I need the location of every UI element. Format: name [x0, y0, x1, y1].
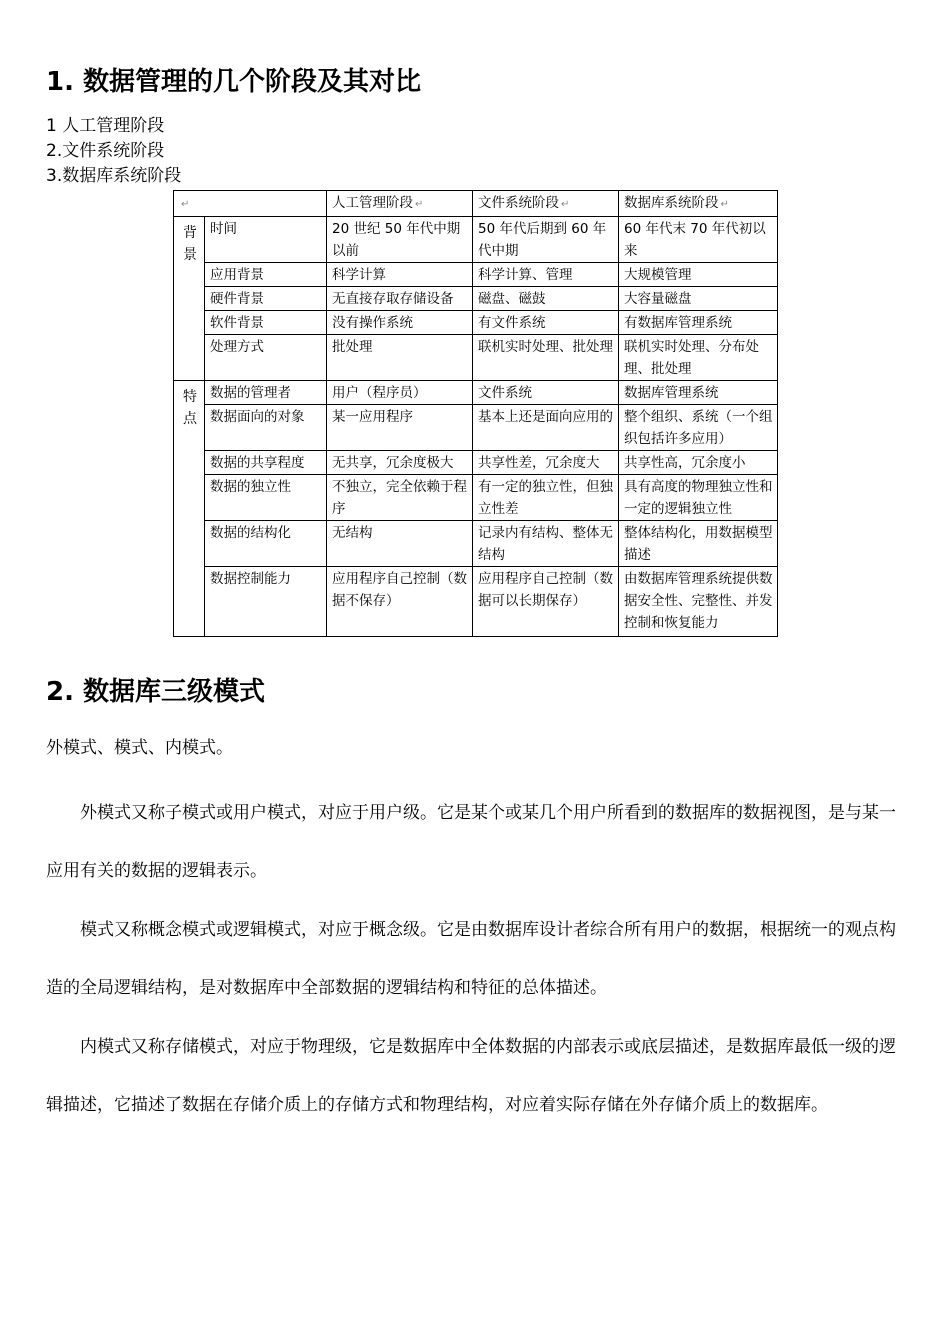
table-cell: 科学计算	[327, 263, 473, 287]
table-cell: 有一定的独立性，但独立性差	[473, 475, 619, 521]
table-row	[174, 217, 778, 263]
row-label: 数据的管理者	[205, 381, 327, 405]
table-cell: 共享性差，冗余度大	[473, 451, 619, 475]
table-cell: 联机实时处理、批处理	[473, 335, 619, 381]
row-label: 数据的共享程度	[205, 451, 327, 475]
table-cell: 共享性高，冗余度小	[619, 451, 778, 475]
table-row	[174, 451, 778, 475]
table-cell: 基本上还是面向应用的	[473, 405, 619, 451]
table-row	[174, 475, 778, 521]
stage-item-2: 2.文件系统阶段	[46, 141, 165, 161]
comparison-table	[173, 190, 778, 637]
row-label: 数据面向的对象	[205, 405, 327, 451]
stage-item-1: 1 人工管理阶段	[46, 116, 165, 136]
table-cell: 记录内有结构、整体无结构	[473, 521, 619, 567]
row-label: 数据的独立性	[205, 475, 327, 521]
section1-title: 1. 数据管理的几个阶段及其对比	[46, 67, 422, 97]
paragraph-internal-schema: 内模式又称存储模式，对应于物理级，它是数据库中全体数据的内部表示或底层描述，是数据库最低一级的逻辑描述，它描述了数据在存储介质上的存储方式和物理结构，对应着实际存储在外存储介质上的数据库。	[46, 1037, 896, 1115]
table-cell: 不独立，完全依赖于程序	[327, 475, 473, 521]
table-cell: 文件系统	[473, 381, 619, 405]
table-cell: 有数据库管理系统	[619, 311, 778, 335]
table-cell: 60 年代末 70 年代初以来	[619, 217, 778, 263]
table-cell: 无共享，冗余度极大	[327, 451, 473, 475]
table-cell: 由数据库管理系统提供数据安全性、完整性、并发控制和恢复能力	[619, 567, 778, 637]
section2-intro: 外模式、模式、内模式。	[46, 738, 233, 758]
table-header-cell: 数据库系统阶段 ↵	[619, 191, 778, 217]
table-row	[174, 311, 778, 335]
table-cell: 有文件系统	[473, 311, 619, 335]
paragraph-conceptual-schema: 模式又称概念模式或逻辑模式，对应于概念级。它是由数据库设计者综合所有用户的数据，根据统一的观点构造的全局逻辑结构，是对数据库中全部数据的逻辑结构和特征的总体描述。	[46, 920, 896, 998]
table-cell: 应用程序自己控制（数据不保存）	[327, 567, 473, 637]
table-cell: 大容量磁盘	[619, 287, 778, 311]
table-row	[174, 521, 778, 567]
table-header-cell: 文件系统阶段 ↵	[473, 191, 619, 217]
paragraph-external-schema: 外模式又称子模式或用户模式，对应于用户级。它是某个或某几个用户所看到的数据库的数据视图，是与某一应用有关的数据的逻辑表示。	[46, 803, 896, 881]
table-cell: 无结构	[327, 521, 473, 567]
table-row	[174, 335, 778, 381]
table-row	[174, 287, 778, 311]
section2-title: 2. 数据库三级模式	[46, 677, 266, 707]
table-cell: 批处理	[327, 335, 473, 381]
row-label: 时间	[205, 217, 327, 263]
table-cell: 20 世纪 50 年代中期以前	[327, 217, 473, 263]
row-label: 处理方式	[205, 335, 327, 381]
stage-item-3: 3.数据库系统阶段	[46, 166, 182, 186]
table-cell: 科学计算、管理	[473, 263, 619, 287]
table-cell: 数据库管理系统	[619, 381, 778, 405]
row-label: 应用背景	[205, 263, 327, 287]
table-row	[174, 405, 778, 451]
row-label: 软件背景	[205, 311, 327, 335]
table-cell: 50 年代后期到 60 年代中期	[473, 217, 619, 263]
table-header-row	[174, 191, 778, 217]
group-label-background: 背景	[174, 217, 205, 381]
table-cell: 整体结构化，用数据模型描述	[619, 521, 778, 567]
table-cell: 联机实时处理、分布处理、批处理	[619, 335, 778, 381]
table-cell: 磁盘、磁鼓	[473, 287, 619, 311]
table-cell: 没有操作系统	[327, 311, 473, 335]
table-cell: 无直接存取存储设备	[327, 287, 473, 311]
row-label: 数据控制能力	[205, 567, 327, 637]
row-label: 数据的结构化	[205, 521, 327, 567]
table-cell: 应用程序自己控制（数据可以长期保存）	[473, 567, 619, 637]
row-label: 硬件背景	[205, 287, 327, 311]
table-row	[174, 567, 778, 637]
table-header-corner: ↵	[174, 191, 327, 217]
table-row	[174, 381, 778, 405]
table-cell: 具有高度的物理独立性和一定的逻辑独立性	[619, 475, 778, 521]
table-cell: 大规模管理	[619, 263, 778, 287]
group-label-features: 特点	[174, 381, 205, 637]
table-cell: 用户（程序员）	[327, 381, 473, 405]
table-cell: 某一应用程序	[327, 405, 473, 451]
table-row	[174, 263, 778, 287]
table-header-cell: 人工管理阶段 ↵	[327, 191, 473, 217]
table-cell: 整个组织、系统（一个组织包括许多应用）	[619, 405, 778, 451]
